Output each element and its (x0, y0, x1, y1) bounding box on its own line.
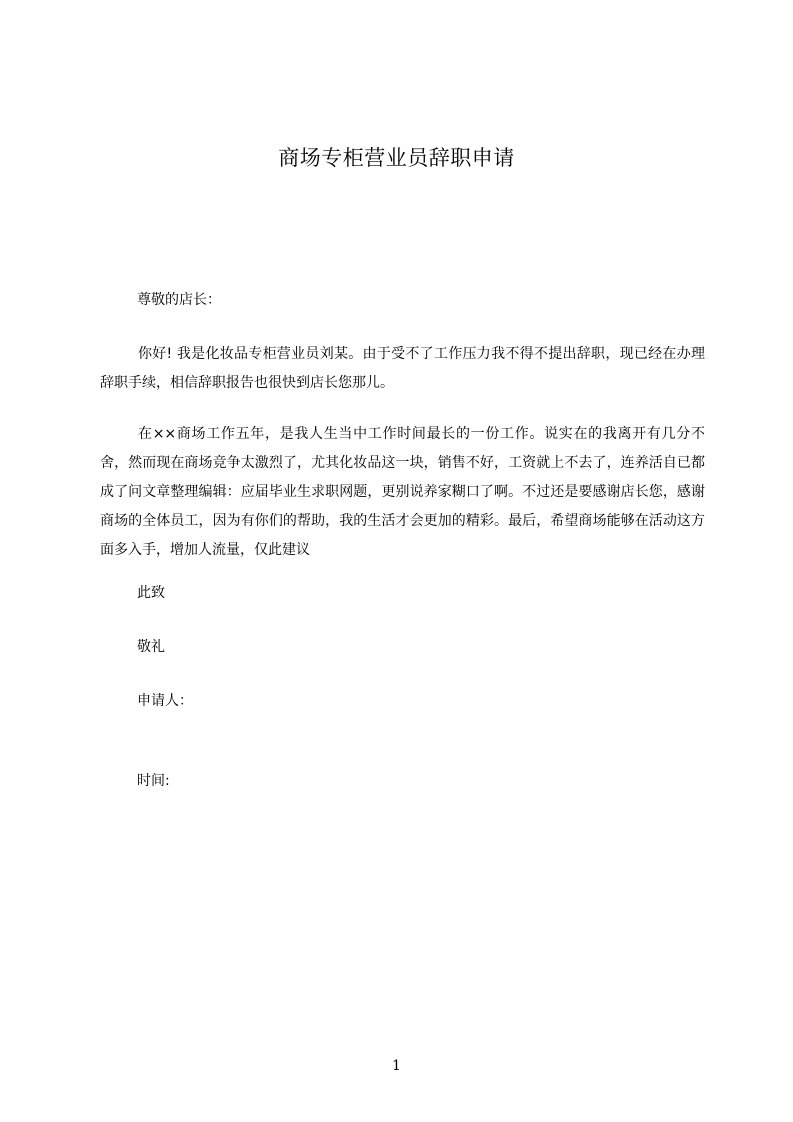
date-label: 时间: (137, 773, 170, 789)
applicant-label: 申请人： (137, 693, 193, 709)
closing-line-1: 此致 (137, 585, 165, 601)
body-paragraph-2: 在××商场工作五年，是我人生当中工作时间最长的一份工作。说实在的我离开有几分不舍，然而现在商场竞争太激烈了，尤其化妆品这一块，销售不好，工资就上不去了，连养活自已都成了问文章整理编辑：应届毕业生求职网题，更别说养家糊口了啊。不过还是要感谢店长您，感谢商场的全体员工，因为有你们的帮助，我的生活才会更加的精彩。最后，希望商场能够在活动这方面多入手，增加人流量，仅此建议 (100, 426, 705, 558)
salutation: 尊敬的店长： (137, 292, 221, 308)
closing-line-2: 敬礼 (137, 639, 165, 655)
document-title: 商场专柜营业员辞职申请 (278, 146, 515, 170)
page-number: 1 (392, 1058, 401, 1074)
body-paragraph-1: 你好! 我是化妆品专柜营业员刘某。由于受不了工作压力我不得不提出辞职，现已经在办理辞职手续，相信辞职报告也很快到店长您那儿。 (100, 346, 705, 391)
